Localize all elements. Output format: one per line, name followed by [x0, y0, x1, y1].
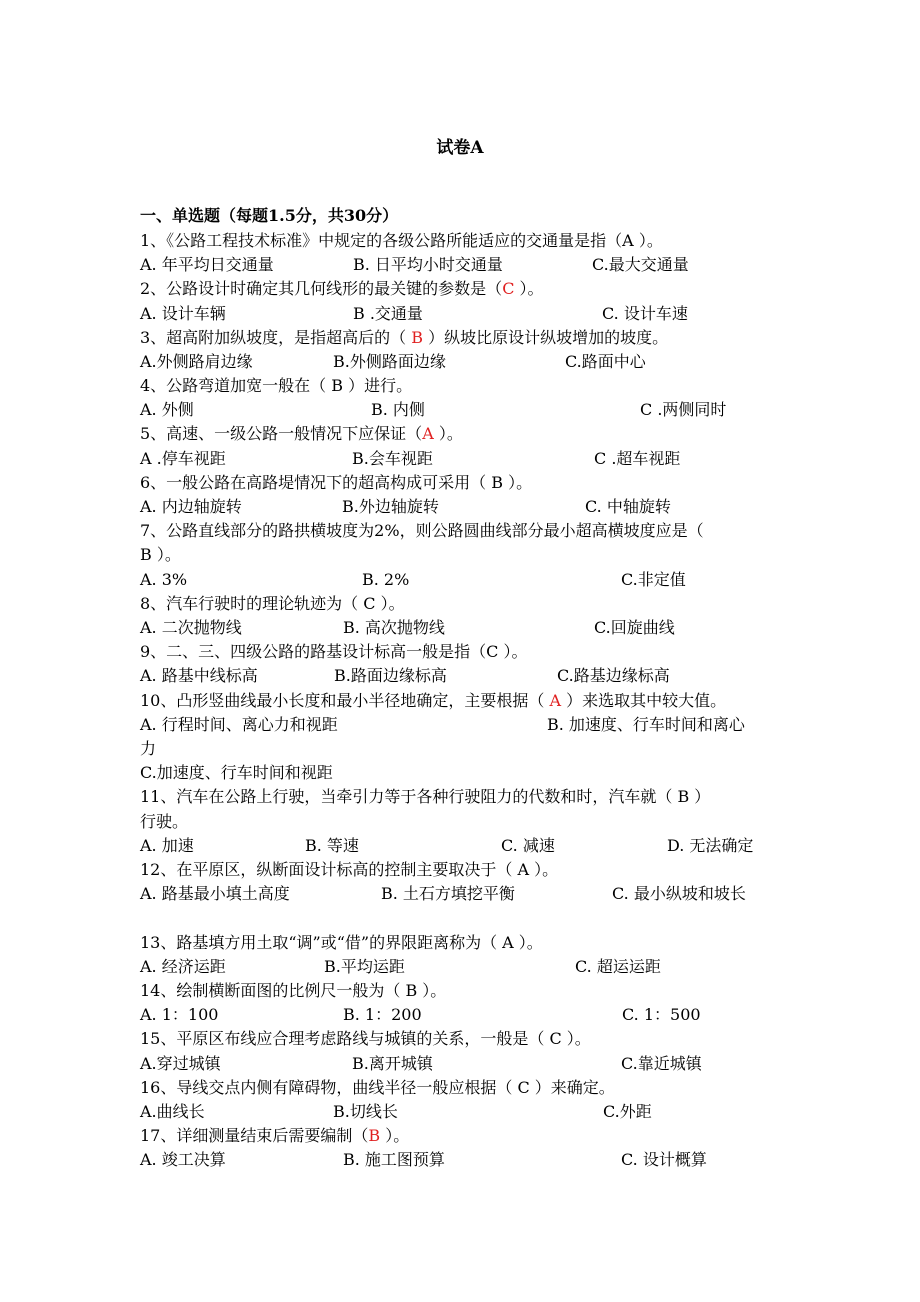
q5-stem: 5、高速、一级公路一般情况下应保证（	[140, 424, 423, 443]
question-2	[140, 277, 544, 301]
q6-option-a: A. 内边轴旋转	[140, 497, 242, 516]
q11-option-c: C. 减速	[501, 836, 555, 855]
q17-option-a: A. 竣工决算	[140, 1150, 226, 1169]
q8-option-c: C.回旋曲线	[594, 618, 675, 637]
q2-stem: 2、公路设计时确定其几何线形的最关键的参数是（	[140, 279, 503, 298]
q8-option-b: B. 高次抛物线	[343, 618, 445, 637]
question-7: 7、公路直线部分的路拱横坡度为2%，则公路圆曲线部分最小超高横坡度应是（	[140, 521, 704, 540]
question-11-continued: 行驶。	[140, 812, 189, 831]
question-15: 15、平原区布线应合理考虑路线与城镇的关系，一般是（ C ）。	[140, 1029, 591, 1048]
q10-answer: A	[549, 691, 562, 710]
q10-stem-end: ）来选取其中较大值。	[561, 691, 727, 710]
q12-option-b: B. 土石方填挖平衡	[381, 884, 515, 903]
question-10	[140, 689, 726, 713]
q17-option-c: C. 设计概算	[621, 1150, 707, 1169]
question-12: 12、在平原区，纵断面设计标高的控制主要取决于（ A ）。	[140, 860, 559, 879]
question-9: 9、二、三、四级公路的路基设计标高一般是指（C ）。	[140, 642, 528, 661]
question-17	[140, 1124, 409, 1148]
question-16: 16、导线交点内侧有障碍物，曲线半径一般应根据（ C ）来确定。	[140, 1078, 615, 1097]
q9-option-a: A. 路基中线标高	[140, 666, 258, 685]
q5-stem-end: ）。	[433, 424, 463, 443]
q9-option-c: C.路基边缘标高	[557, 666, 670, 685]
q2-option-a: A. 设计车辆	[140, 304, 226, 323]
q4-option-b: B. 内侧	[371, 400, 425, 419]
q1-option-a: A. 年平均日交通量	[140, 255, 274, 274]
question-11: 11、汽车在公路上行驶，当牵引力等于各种行驶阻力的代数和时，汽车就（ B ）	[140, 787, 711, 806]
q8-option-a: A. 二次抛物线	[140, 618, 242, 637]
question-13: 13、路基填方用土取“调”或“借”的界限距离称为（ A ）。	[140, 933, 543, 952]
q17-stem: 17、详细测量结束后需要编制（	[140, 1126, 369, 1145]
q15-option-c: C.靠近城镇	[621, 1054, 702, 1073]
q3-answer: B	[411, 328, 424, 347]
q12-option-c: C. 最小纵坡和坡长	[612, 884, 746, 903]
q7-option-c: C.非定值	[621, 570, 686, 589]
q1-option-c: C.最大交通量	[592, 255, 689, 274]
q10-stem: 10、凸形竖曲线最小长度和最小半径地确定，主要根据（	[140, 691, 550, 710]
q9-option-b: B.路面边缘标高	[334, 666, 447, 685]
q14-option-c: C. 1：500	[622, 1005, 701, 1024]
q3-stem: 3、超高附加纵坡度，是指超高后的（	[140, 328, 412, 347]
q16-option-b: B.切线长	[333, 1102, 398, 1121]
q4-option-a: A. 外侧	[140, 400, 194, 419]
question-7-continued: B ）。	[140, 545, 181, 564]
question-4: 4、公路弯道加宽一般在（ B ）进行。	[140, 376, 413, 395]
q14-option-b: B. 1：200	[343, 1005, 422, 1024]
q6-option-c: C. 中轴旋转	[585, 497, 671, 516]
q4-option-c: C .两侧同时	[640, 400, 727, 419]
q10-option-a: A. 行程时间、离心力和视距	[140, 715, 338, 734]
q6-option-b: B.外边轴旋转	[342, 497, 439, 516]
q1-option-b: B. 日平均小时交通量	[353, 255, 503, 274]
question-5	[140, 422, 463, 446]
q11-option-d: D. 无法确定	[667, 836, 754, 855]
q2-option-b: B .交通量	[353, 304, 423, 323]
q13-option-b: B.平均运距	[324, 957, 405, 976]
q5-option-b: B.会车视距	[352, 449, 433, 468]
q11-option-b: B. 等速	[305, 836, 359, 855]
q7-option-b: B. 2%	[362, 570, 410, 589]
q12-option-a: A. 路基最小填土高度	[140, 884, 290, 903]
question-14: 14、绘制横断面图的比例尺一般为（ B ）。	[140, 981, 447, 1000]
q17-option-b: B. 施工图预算	[343, 1150, 445, 1169]
q3-option-c: C.路面中心	[565, 352, 646, 371]
q3-option-b: B.外侧路面边缘	[333, 352, 446, 371]
q17-answer: B	[368, 1126, 381, 1145]
q2-stem-end: ）。	[514, 279, 544, 298]
q2-answer: C	[502, 279, 515, 298]
q13-option-a: A. 经济运距	[140, 957, 226, 976]
q10-option-b-continued: 力	[140, 739, 157, 758]
q10-option-b: B. 加速度、行车时间和离心	[547, 715, 745, 734]
q3-option-a: A.外侧路肩边缘	[140, 352, 253, 371]
q15-option-a: A.穿过城镇	[140, 1054, 221, 1073]
q5-option-a: A .停车视距	[140, 449, 226, 468]
q5-option-c: C .超车视距	[594, 449, 681, 468]
q10-option-c: C.加速度、行车时间和视距	[140, 763, 333, 782]
q5-answer: A	[422, 424, 434, 443]
question-8: 8、汽车行驶时的理论轨迹为（ C ）。	[140, 594, 405, 613]
q17-stem-end: ）。	[380, 1126, 410, 1145]
q15-option-b: B.离开城镇	[352, 1054, 433, 1073]
q7-option-a: A. 3%	[140, 570, 188, 589]
q14-option-a: A. 1：100	[140, 1005, 219, 1024]
question-6: 6、一般公路在高路堤情况下的超高构成可采用（ B ）。	[140, 473, 533, 492]
q16-option-c: C.外距	[603, 1102, 652, 1121]
q16-option-a: A.曲线长	[140, 1102, 205, 1121]
section-heading: 一、单选题（每题1.5分，共30分）	[140, 206, 399, 225]
question-3	[140, 326, 668, 350]
q11-option-a: A. 加速	[140, 836, 194, 855]
q13-option-c: C. 超运运距	[575, 957, 661, 976]
q2-option-c: C. 设计车速	[602, 304, 688, 323]
exam-title: 试卷A	[436, 138, 484, 158]
question-1: 1、《公路工程技术标准》中规定的各级公路所能适应的交通量是指（A ）。	[140, 231, 663, 250]
q3-stem-end: ）纵坡比原设计纵坡增加的坡度。	[423, 328, 669, 347]
